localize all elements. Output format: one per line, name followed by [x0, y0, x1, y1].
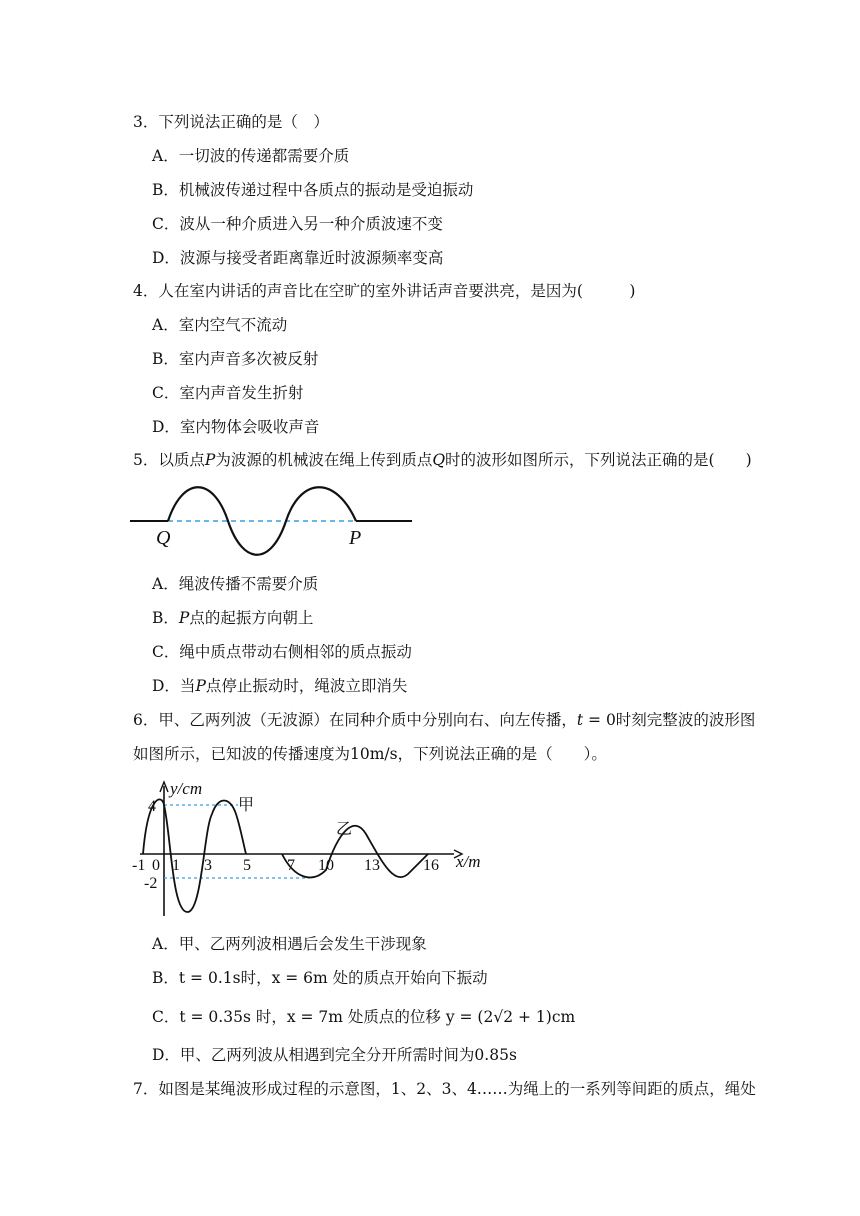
- wave-b-curve: [282, 826, 428, 878]
- rope-wave-figure: [128, 474, 418, 554]
- x-axis-label: x/m: [456, 852, 481, 871]
- y-tick-minus-2: -2: [144, 875, 158, 892]
- wave-a-label: 甲: [238, 795, 255, 814]
- question-6-stem-line-2: 如图所示，已知波的传播速度为10m/s，下列说法正确的是（ ）。: [133, 745, 607, 763]
- y-tick-4: 4: [148, 798, 156, 815]
- question-4-option-a: A．室内空气不流动: [152, 316, 288, 334]
- question-5-option-d: D．当P点停止振动时，绳波立即消失: [152, 677, 408, 695]
- x-tick-0: 0: [152, 857, 160, 874]
- question-6-option-c: C．t = 0.35s 时，x = 7m 处质点的位移 y = (2√2 + 1)cm: [152, 1008, 576, 1026]
- question-4-option-d: D．室内物体会吸收声音: [152, 418, 320, 436]
- question-7-stem: 7．如图是某绳波形成过程的示意图，1、2、3、4……为绳上的一系列等间距的质点，绳处: [133, 1080, 756, 1098]
- wave-b-label: 乙: [336, 819, 353, 838]
- y-axis-label: y/cm: [170, 779, 203, 798]
- question-3-option-b: B．机械波传递过程中各质点的振动是受迫振动: [152, 181, 474, 199]
- question-4-option-b: B．室内声音多次被反射: [152, 350, 319, 368]
- x-tick-13: 13: [364, 857, 380, 874]
- x-tick-10: 10: [318, 857, 334, 874]
- question-3-option-d: D．波源与接受者距离靠近时波源频率变高: [152, 249, 444, 267]
- label-q: Q: [156, 527, 171, 549]
- question-4-option-c: C．室内声音发生折射: [152, 384, 304, 402]
- question-6-option-d: D．甲、乙两列波从相遇到完全分开所需时间为0.85s: [152, 1046, 517, 1064]
- question-3-option-c: C．波从一种介质进入另一种介质波速不变: [152, 215, 443, 233]
- x-tick-1: 1: [172, 857, 180, 874]
- wave-a-curve: [143, 799, 246, 912]
- x-tick-16: 16: [423, 857, 439, 874]
- two-waves-figure: [126, 774, 498, 922]
- question-6-option-a: A．甲、乙两列波相遇后会发生干涉现象: [152, 935, 427, 953]
- question-5-stem: 5．以质点P为波源的机械波在绳上传到质点Q时的波形如图所示，下列说法正确的是( ): [133, 451, 752, 469]
- x-tick-5: 5: [243, 857, 251, 874]
- label-p: P: [349, 527, 362, 549]
- question-5-option-b: B．P点的起振方向朝上: [152, 609, 314, 627]
- x-tick-3: 3: [204, 857, 212, 874]
- question-5-option-c: C．绳中质点带动右侧相邻的质点振动: [152, 643, 412, 661]
- x-tick-minus-1: -1: [132, 857, 146, 874]
- question-5-option-a: A．绳波传播不需要介质: [152, 575, 319, 593]
- question-3-option-a: A．一切波的传递都需要介质: [152, 147, 350, 165]
- question-6-option-b: B．t = 0.1s时，x = 6m 处的质点开始向下振动: [152, 969, 488, 987]
- question-3-stem: 3．下列说法正确的是（ ）: [133, 113, 329, 131]
- question-4-stem: 4．人在室内讲话的声音比在空旷的室外讲话声音要洪亮，是因为( ): [133, 282, 636, 300]
- question-6-stem-line-1: 6．甲、乙两列波（无波源）在同种介质中分别向右、向左传播，t = 0时刻完整波的波形图: [133, 711, 756, 729]
- x-tick-7: 7: [287, 857, 295, 874]
